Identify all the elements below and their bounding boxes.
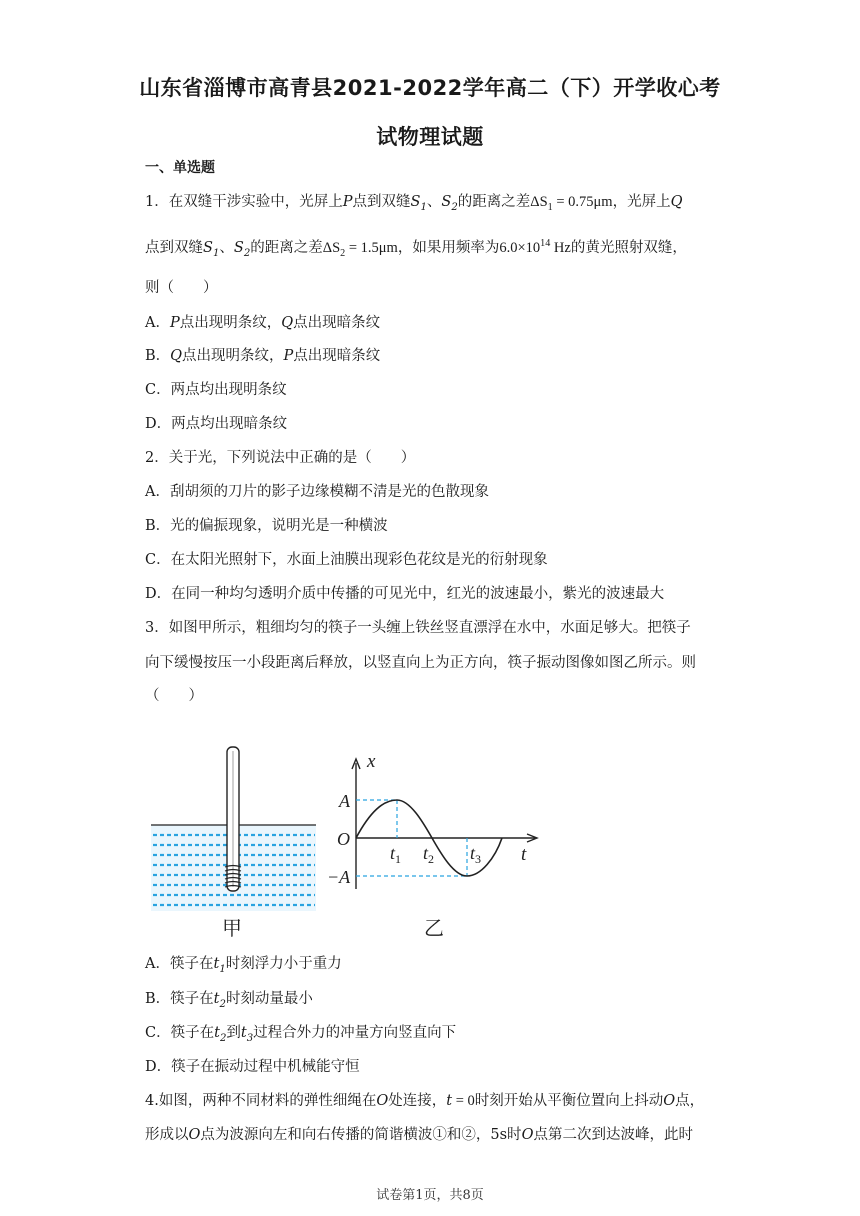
tick-label-t1: $t_1$: [390, 843, 402, 866]
q2-stem: 2．关于光，下列说法中正确的是（ ）: [145, 450, 416, 466]
tick-label-a: A: [339, 791, 350, 811]
figure-label-yi: 乙: [424, 916, 444, 940]
axis-label-x: x: [367, 751, 376, 772]
q2-option-c[interactable]: C．在太阳光照射下，水面上油膜出现彩色花纹是光的衍射现象: [145, 552, 548, 568]
q2-option-b[interactable]: B．光的偏振现象，说明光是一种横波: [145, 518, 388, 534]
q1-option-c[interactable]: C．两点均出现明条纹: [145, 382, 287, 398]
q3-option-a[interactable]: A．筷子在$t_1$时刻浮力小于重力: [145, 956, 342, 975]
q1-line-3: 则（ ）: [145, 280, 218, 296]
q2-option-d[interactable]: D．在同一种均匀透明介质中传播的可见光中，红光的波速最小，紫光的波速最大: [145, 586, 665, 602]
section-heading: 一、单选题: [145, 160, 215, 176]
tick-label-t2: $t_2$: [423, 843, 435, 866]
figure-label-jia: 甲: [222, 916, 242, 940]
q1-option-a[interactable]: A．P点出现明条纹，Q点出现暗条纹: [145, 315, 381, 331]
title-line-1: 山东省淄博市高青县2021-2022学年高二（下）开学收心考: [139, 76, 721, 100]
q1-line-1: 1．在双缝干涉实验中，光屏上P点到双缝$S_1$、$S_2$的距离之差$\Delta S_1 = 0.75\mu m$，光屏上Q: [145, 194, 683, 213]
q3-option-d[interactable]: D．筷子在振动过程中机械能守恒: [145, 1059, 360, 1075]
q3-figure: [145, 745, 545, 945]
q3-line-1: 3．如图甲所示，粗细均匀的筷子一头缠上铁丝竖直漂浮在水中，水面足够大。把筷子: [145, 620, 691, 636]
q3-option-c[interactable]: C．筷子在$t_2$到$t_3$过程合外力的冲量方向竖直向下: [145, 1025, 457, 1044]
q2-option-a[interactable]: A．刮胡须的刀片的影子边缘模糊不清是光的色散现象: [145, 484, 489, 500]
graph-axes: [352, 759, 537, 889]
q1-option-b[interactable]: B．Q点出现明条纹，P点出现暗条纹: [145, 348, 381, 364]
q4-line-2: 形成以O点为波源向左和向右传播的简谐横波①和②，5s时O点第二次到达波峰，此时: [145, 1127, 693, 1143]
tick-label-neg-a: −A: [327, 867, 351, 887]
page-footer: 试卷第1页，共8页: [376, 1188, 484, 1203]
q3-option-b[interactable]: B．筷子在$t_2$时刻动量最小: [145, 991, 313, 1010]
q3-line-3: （ ）: [145, 688, 203, 704]
title-line-2: 试物理试题: [376, 125, 484, 149]
q1-option-d[interactable]: D．两点均出现暗条纹: [145, 416, 288, 432]
axis-label-t: t: [521, 844, 527, 865]
q3-line-2: 向下缓慢按压一小段距离后释放，以竖直向上为正方向，筷子振动图像如图乙所示。则: [145, 655, 696, 671]
q1-line-2: 点到双缝$S_1$、$S_2$的距离之差$\Delta S_2 = 1.5\mu m$，如果用频率为$6.0\times 10^{14}$ Hz的黄光照射双缝，: [145, 238, 687, 259]
tick-label-t3: $t_3$: [470, 843, 482, 866]
q4-line-1: 4.如图，两种不同材料的弹性细绳在O处连接，t = 0时刻开始从平衡位置向上抖动O点，: [145, 1093, 705, 1109]
origin-label: O: [337, 829, 350, 849]
